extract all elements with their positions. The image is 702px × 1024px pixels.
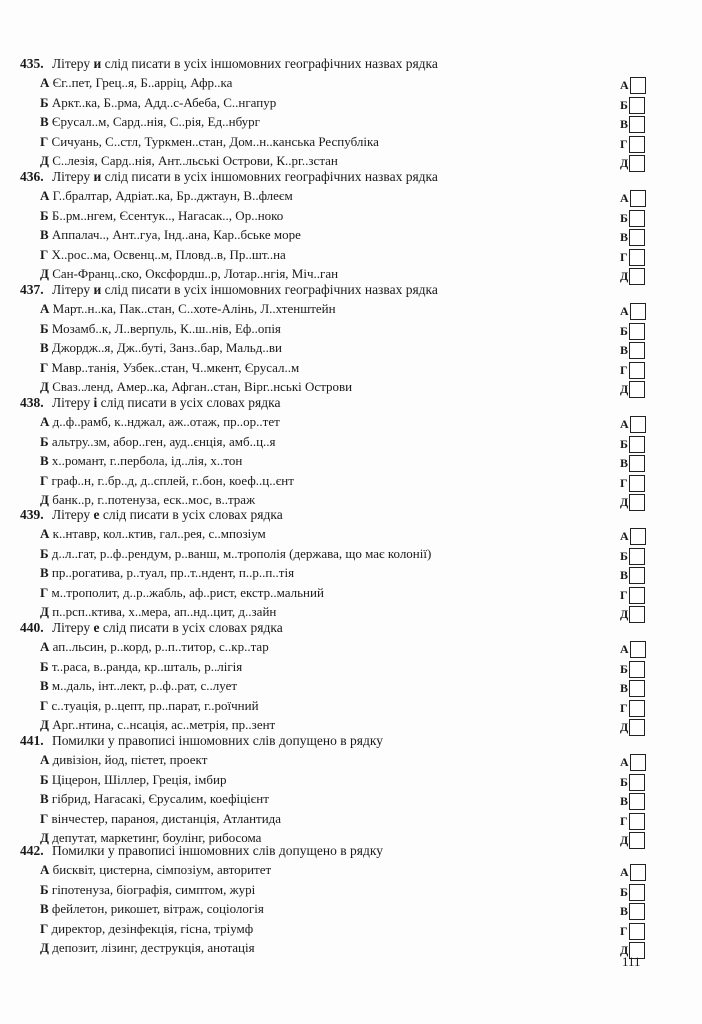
answer-label: Г bbox=[620, 475, 628, 490]
option-text: Джордж..я, Дж..буті, Занз..бар, Мальд..ви bbox=[51, 340, 282, 355]
option-line bbox=[40, 546, 431, 562]
answer-label: Д bbox=[620, 943, 629, 957]
option-line bbox=[40, 153, 338, 169]
answer-label: В bbox=[620, 456, 629, 470]
checkbox-square[interactable] bbox=[629, 362, 645, 379]
checkbox-square[interactable] bbox=[629, 455, 645, 472]
checkbox-square[interactable] bbox=[629, 793, 645, 810]
option-text: к..нтавр, кол..ктив, гал..рея, с..мпозіум bbox=[52, 526, 266, 541]
answer-checkbox[interactable] bbox=[620, 116, 645, 133]
answer-label: Д bbox=[620, 833, 629, 847]
option-text: фейлетон, рикошет, вітраж, соціологія bbox=[51, 901, 264, 916]
prompt-text-end: слід писати в усіх іншомовних географічних назвах рядка bbox=[101, 282, 438, 297]
answer-label: Б bbox=[620, 661, 628, 676]
option-letter: А bbox=[40, 639, 50, 654]
option-text: Цiцерон, Шіллер, Греція, імбир bbox=[51, 771, 227, 787]
answer-label: Д bbox=[620, 269, 629, 283]
option-text: депутат, маркетинг, боулінг, рибосома bbox=[52, 830, 262, 845]
answer-label: А bbox=[620, 417, 629, 431]
option-text: п..рсп..ктива, х..мера, ап..нд..цит, д..зайн bbox=[52, 604, 277, 619]
option-letter: Г bbox=[40, 472, 49, 488]
option-text: пр..рогатива, р..туал, пр..т..ндент, п..р..п..тія bbox=[51, 565, 295, 580]
option-letter: В bbox=[40, 678, 49, 693]
answer-checkbox[interactable] bbox=[620, 680, 645, 697]
question-441 bbox=[0, 733, 702, 846]
answer-label: А bbox=[620, 755, 629, 769]
prompt-text: Літеру bbox=[52, 395, 94, 410]
option-line bbox=[40, 95, 276, 111]
question-440 bbox=[0, 620, 702, 733]
option-line bbox=[40, 134, 379, 150]
checkbox-square[interactable] bbox=[630, 77, 646, 94]
answer-checkbox[interactable] bbox=[620, 136, 645, 153]
prompt-text: Літеру bbox=[52, 282, 94, 297]
option-line bbox=[40, 940, 255, 956]
answer-label: В bbox=[620, 904, 629, 918]
checkbox-square[interactable] bbox=[630, 528, 646, 545]
checkbox-square[interactable] bbox=[629, 661, 645, 678]
option-line bbox=[40, 379, 352, 395]
answer-label: Г bbox=[620, 249, 628, 264]
prompt-text: Літеру bbox=[52, 169, 94, 184]
option-text: т..раса, в..ранда, кр..шталь, р..лігія bbox=[51, 658, 243, 674]
question-number: 435. bbox=[20, 56, 44, 71]
prompt-text: Літеру bbox=[52, 56, 94, 71]
checkbox-square[interactable] bbox=[629, 342, 645, 359]
prompt-text: Помилки у правописі іншомовних слів допущено в рядку bbox=[52, 733, 383, 748]
prompt-letter: и bbox=[93, 282, 102, 297]
answer-label: А bbox=[620, 529, 629, 543]
option-line bbox=[40, 585, 324, 601]
option-text: Г..бралтар, Адріат..ка, Бр..джтаун, В..флеєм bbox=[52, 188, 293, 203]
answer-label: А bbox=[620, 191, 629, 205]
answer-checkbox[interactable] bbox=[620, 323, 645, 340]
question-prompt bbox=[20, 56, 438, 72]
option-text: Сан-Франц..ско, Оксфордш..р, Лотар..нгія, Міч..ган bbox=[52, 266, 339, 281]
checkbox-square[interactable] bbox=[629, 116, 645, 133]
checkbox-square[interactable] bbox=[630, 190, 646, 207]
question-prompt bbox=[20, 395, 280, 411]
option-text: д..л..гат, р..ф..рендум, р..ванш, м..трополія (держава, що має колонії) bbox=[51, 545, 432, 561]
option-text: Сичуань, С..стл, Туркмен..стан, Дом..н..канська Республіка bbox=[51, 133, 379, 149]
option-letter: А bbox=[40, 301, 50, 316]
option-letter: А bbox=[40, 414, 50, 429]
option-letter: Д bbox=[40, 153, 49, 168]
option-line bbox=[40, 921, 253, 937]
option-text: Б..рм..нгем, Єсентук.., Нагасак.., Ор..ноко bbox=[51, 207, 284, 223]
option-text: директор, дезінфекція, гісна, тріумф bbox=[51, 920, 254, 936]
answer-checkbox[interactable] bbox=[620, 342, 645, 359]
question-prompt bbox=[20, 733, 383, 749]
question-prompt bbox=[20, 620, 283, 636]
answer-label: В bbox=[620, 794, 629, 808]
checkbox-square[interactable] bbox=[629, 774, 645, 791]
answer-label: А bbox=[620, 642, 629, 656]
option-letter: А bbox=[40, 526, 50, 541]
option-text: Март..н..ка, Пак..стан, С..хоте-Алінь, Л..хтенштейн bbox=[52, 301, 336, 316]
question-prompt bbox=[20, 507, 283, 523]
option-text: С..лезія, Сард..нія, Ант..льські Острови, К..рг..зстан bbox=[52, 153, 338, 168]
option-letter: Д bbox=[40, 604, 49, 619]
option-line bbox=[40, 752, 207, 768]
option-text: депозит, лізинг, деструкція, анотація bbox=[52, 940, 255, 955]
answer-checkbox[interactable] bbox=[620, 416, 646, 433]
option-letter: Д bbox=[40, 717, 49, 732]
answer-label: Б bbox=[620, 774, 628, 789]
option-text: бисквіт, цистерна, сімпозіум, авторитет bbox=[52, 862, 272, 877]
option-letter: Д bbox=[40, 266, 49, 281]
option-letter: Г bbox=[40, 584, 49, 600]
prompt-letter: і bbox=[93, 395, 98, 410]
question-number: 441. bbox=[20, 733, 44, 748]
answer-label: Б bbox=[620, 210, 628, 225]
question-435 bbox=[0, 56, 702, 169]
answer-label: Б bbox=[620, 548, 628, 563]
option-line bbox=[40, 247, 286, 263]
option-letter: Б bbox=[40, 320, 49, 336]
answer-checkbox[interactable] bbox=[620, 903, 645, 920]
option-line bbox=[40, 453, 242, 469]
page-number: 111 bbox=[622, 954, 641, 969]
checkbox-square[interactable] bbox=[629, 229, 645, 246]
question-436 bbox=[0, 169, 702, 282]
option-text: Аппалач.., Ант..гуа, Інд..ана, Кар..бське море bbox=[51, 227, 301, 242]
checkbox-square[interactable] bbox=[629, 567, 645, 584]
option-letter: Г bbox=[40, 810, 49, 826]
prompt-letter: е bbox=[93, 507, 100, 522]
option-text: гібрид, Нагасакі, Єрусалим, коефіцієнт bbox=[51, 791, 269, 806]
option-text: ап..льсин, р..корд, р..п..титор, с..кр..тар bbox=[52, 639, 269, 654]
prompt-letter: и bbox=[93, 169, 102, 184]
option-line bbox=[40, 434, 276, 450]
option-letter: В bbox=[40, 565, 49, 580]
question-prompt bbox=[20, 169, 438, 185]
option-letter: В bbox=[40, 114, 49, 129]
checkbox-square[interactable] bbox=[629, 923, 645, 940]
option-letter: В bbox=[40, 901, 49, 916]
answer-label: Д bbox=[620, 495, 629, 509]
option-line bbox=[40, 266, 338, 282]
answer-label: Б bbox=[620, 436, 628, 451]
answer-label: Г bbox=[620, 813, 628, 828]
option-letter: В bbox=[40, 453, 49, 468]
checkbox-square[interactable] bbox=[630, 754, 646, 771]
answer-checkbox[interactable] bbox=[620, 528, 646, 545]
answer-checkbox[interactable] bbox=[620, 362, 645, 379]
prompt-letter: е bbox=[93, 620, 100, 635]
checkbox-square[interactable] bbox=[629, 903, 645, 920]
option-letter: Б bbox=[40, 94, 49, 110]
prompt-text-end: слід писати в усіх словах рядка bbox=[97, 395, 281, 410]
checkbox-square[interactable] bbox=[629, 884, 645, 901]
checkbox-square[interactable] bbox=[629, 210, 645, 227]
option-letter: Г bbox=[40, 697, 49, 713]
option-line bbox=[40, 75, 232, 91]
answer-label: В bbox=[620, 568, 629, 582]
option-letter: А bbox=[40, 752, 50, 767]
option-letter: Б bbox=[40, 658, 49, 674]
answer-checkbox[interactable] bbox=[620, 700, 645, 717]
answer-checkbox[interactable] bbox=[620, 548, 645, 565]
option-line bbox=[40, 639, 269, 655]
answer-checkbox[interactable] bbox=[620, 793, 645, 810]
answer-label: Д bbox=[620, 156, 629, 170]
question-prompt bbox=[20, 843, 383, 859]
answer-checkbox[interactable] bbox=[620, 641, 646, 658]
option-text: м..даль, інт..лект, р..ф..рат, с..лует bbox=[51, 678, 238, 693]
option-letter: Д bbox=[40, 940, 49, 955]
answer-label: Г bbox=[620, 700, 628, 715]
answer-label: В bbox=[620, 681, 629, 695]
answer-checkbox[interactable] bbox=[620, 754, 646, 771]
answer-label: А bbox=[620, 304, 629, 318]
option-text: альтру..зм, абор..ген, ауд..єнція, амб..ц..я bbox=[51, 433, 276, 449]
answer-label: Д bbox=[620, 382, 629, 396]
option-line bbox=[40, 227, 301, 243]
answer-checkbox[interactable] bbox=[620, 229, 645, 246]
prompt-letter: и bbox=[93, 56, 102, 71]
checkbox-square[interactable] bbox=[630, 864, 646, 881]
answer-label: Г bbox=[620, 923, 628, 938]
option-text: Мавр..танія, Узбек..стан, Ч..мкент, Єрусал..м bbox=[51, 359, 300, 375]
option-text: банк..р, г..потенуза, еск..мос, в..траж bbox=[52, 492, 256, 507]
answer-checkbox[interactable] bbox=[620, 77, 646, 94]
option-letter: А bbox=[40, 75, 50, 90]
option-letter: А bbox=[40, 862, 50, 877]
option-line bbox=[40, 882, 255, 898]
prompt-text: Помилки у правописі іншомовних слів допущено в рядку bbox=[52, 843, 383, 858]
option-line bbox=[40, 901, 264, 917]
option-text: Х..рос..ма, Освенц..м, Пловд..в, Пр..шт..на bbox=[51, 246, 286, 262]
option-text: граф..н, г..бр..д, д..сплей, г..бон, коеф..ц..єнт bbox=[51, 472, 294, 488]
answer-checkbox[interactable] bbox=[620, 813, 645, 830]
option-text: Сваз..ленд, Амер..ка, Афган..стан, Вірг..нські Острови bbox=[52, 379, 353, 394]
checkbox-square[interactable] bbox=[629, 323, 645, 340]
question-number: 442. bbox=[20, 843, 44, 858]
answer-label: В bbox=[620, 343, 629, 357]
option-letter: Г bbox=[40, 246, 49, 262]
answer-checkbox[interactable] bbox=[620, 97, 645, 114]
answer-checkbox[interactable] bbox=[620, 436, 645, 453]
option-letter: Б bbox=[40, 545, 49, 561]
option-line bbox=[40, 340, 282, 356]
checkbox-square[interactable] bbox=[630, 416, 646, 433]
option-line bbox=[40, 862, 271, 878]
option-letter: Г bbox=[40, 359, 49, 375]
checkbox-square[interactable] bbox=[629, 136, 645, 153]
answer-label: А bbox=[620, 78, 629, 92]
option-line bbox=[40, 698, 259, 714]
checkbox-square[interactable] bbox=[630, 303, 646, 320]
prompt-text-end: слід писати в усіх іншомовних географічних назвах рядка bbox=[101, 169, 438, 184]
option-letter: Б bbox=[40, 881, 49, 897]
option-letter: А bbox=[40, 188, 50, 203]
option-letter: В bbox=[40, 340, 49, 355]
checkbox-square[interactable] bbox=[630, 641, 646, 658]
option-text: Єрусал..м, Сард..нія, С..рія, Ед..нбург bbox=[51, 114, 261, 129]
option-line bbox=[40, 188, 293, 204]
option-text: Єг..пет, Грец..я, Б..арріц, Афр..ка bbox=[52, 75, 233, 90]
answer-label: Г bbox=[620, 587, 628, 602]
option-text: м..трополит, д..р..жабль, аф..рист, екстр..мальний bbox=[51, 584, 324, 600]
option-letter: Б bbox=[40, 433, 49, 449]
checkbox-square[interactable] bbox=[629, 249, 645, 266]
option-line bbox=[40, 678, 237, 694]
option-line bbox=[40, 772, 226, 788]
option-text: гіпотенуза, біографія, симптом, журі bbox=[51, 881, 256, 897]
checkbox-square[interactable] bbox=[629, 475, 645, 492]
option-line bbox=[40, 717, 275, 733]
answer-label: Д bbox=[620, 607, 629, 621]
option-text: д..ф..рамб, к..нджал, аж..отаж, пр..ор..тет bbox=[52, 414, 280, 429]
answer-checkbox[interactable] bbox=[620, 774, 645, 791]
option-line bbox=[40, 659, 242, 675]
option-text: Аркт..ка, Б..рма, Адд..с-Абеба, С..нгапур bbox=[51, 94, 277, 110]
prompt-text-end: слід писати в усіх словах рядка bbox=[99, 620, 283, 635]
answer-checkbox[interactable] bbox=[620, 864, 646, 881]
option-letter: Б bbox=[40, 207, 49, 223]
checkbox-square[interactable] bbox=[629, 97, 645, 114]
question-number: 436. bbox=[20, 169, 44, 184]
option-letter: Б bbox=[40, 771, 49, 787]
answer-label: А bbox=[620, 865, 629, 879]
answer-label: Г bbox=[620, 136, 628, 151]
answer-label: Б bbox=[620, 884, 628, 899]
option-text: х..романт, г..пербола, ід..лія, х..тон bbox=[51, 453, 243, 468]
question-438 bbox=[0, 395, 702, 508]
option-line bbox=[40, 604, 276, 620]
question-439 bbox=[0, 507, 702, 620]
option-line bbox=[40, 301, 336, 317]
option-line bbox=[40, 473, 294, 489]
prompt-text: Літеру bbox=[52, 620, 94, 635]
question-437 bbox=[0, 282, 702, 395]
answer-label: В bbox=[620, 230, 629, 244]
option-line bbox=[40, 526, 266, 542]
answer-checkbox[interactable] bbox=[620, 190, 646, 207]
question-number: 438. bbox=[20, 395, 44, 410]
prompt-text: Літеру bbox=[52, 507, 94, 522]
answer-label: Г bbox=[620, 362, 628, 377]
checkbox-square[interactable] bbox=[629, 700, 645, 717]
answer-checkbox[interactable] bbox=[620, 475, 645, 492]
option-line bbox=[40, 321, 281, 337]
option-line bbox=[40, 414, 280, 430]
question-prompt bbox=[20, 282, 438, 298]
answer-label: Д bbox=[620, 720, 629, 734]
answer-checkbox[interactable] bbox=[620, 567, 645, 584]
checkbox-square[interactable] bbox=[629, 680, 645, 697]
checkbox-square[interactable] bbox=[629, 436, 645, 453]
answer-checkbox[interactable] bbox=[620, 210, 645, 227]
option-text: Арг..нтина, с..нсація, ас..метрія, пр..зент bbox=[52, 717, 276, 732]
option-text: вінчестер, параноя, дистанція, Атлантида bbox=[51, 810, 282, 826]
option-line bbox=[40, 360, 299, 376]
answer-checkbox[interactable] bbox=[620, 587, 645, 604]
question-number: 437. bbox=[20, 282, 44, 297]
answer-checkbox[interactable] bbox=[620, 923, 645, 940]
checkbox-square[interactable] bbox=[629, 813, 645, 830]
answer-checkbox[interactable] bbox=[620, 249, 645, 266]
option-letter: Д bbox=[40, 379, 49, 394]
question-442 bbox=[0, 843, 702, 956]
option-line bbox=[40, 208, 283, 224]
answer-checkbox[interactable] bbox=[620, 884, 645, 901]
option-letter: Г bbox=[40, 920, 49, 936]
option-text: дивізіон, йод, пієтет, проект bbox=[52, 752, 208, 767]
option-line bbox=[40, 114, 260, 130]
option-letter: Г bbox=[40, 133, 49, 149]
answer-checkbox[interactable] bbox=[620, 303, 646, 320]
option-line bbox=[40, 565, 294, 581]
option-line bbox=[40, 791, 269, 807]
answer-checkbox[interactable] bbox=[620, 455, 645, 472]
answer-checkbox[interactable] bbox=[620, 661, 645, 678]
prompt-text-end: слід писати в усіх словах рядка bbox=[99, 507, 283, 522]
option-text: Мозамб..к, Л..верпуль, К..ш..нів, Еф..опія bbox=[51, 320, 281, 336]
option-letter: Д bbox=[40, 830, 49, 845]
option-letter: В bbox=[40, 227, 49, 242]
answer-label: Б bbox=[620, 97, 628, 112]
answer-label: Б bbox=[620, 323, 628, 338]
question-number: 440. bbox=[20, 620, 44, 635]
option-letter: Д bbox=[40, 492, 49, 507]
option-text: с..туація, р..цепт, пр..парат, г..роїчний bbox=[51, 697, 259, 713]
prompt-text-end: слід писати в усіх іншомовних географічних назвах рядка bbox=[101, 56, 438, 71]
checkbox-square[interactable] bbox=[629, 548, 645, 565]
option-line bbox=[40, 492, 255, 508]
answer-label: В bbox=[620, 117, 629, 131]
checkbox-square[interactable] bbox=[629, 587, 645, 604]
option-letter: В bbox=[40, 791, 49, 806]
option-line bbox=[40, 811, 281, 827]
question-number: 439. bbox=[20, 507, 44, 522]
